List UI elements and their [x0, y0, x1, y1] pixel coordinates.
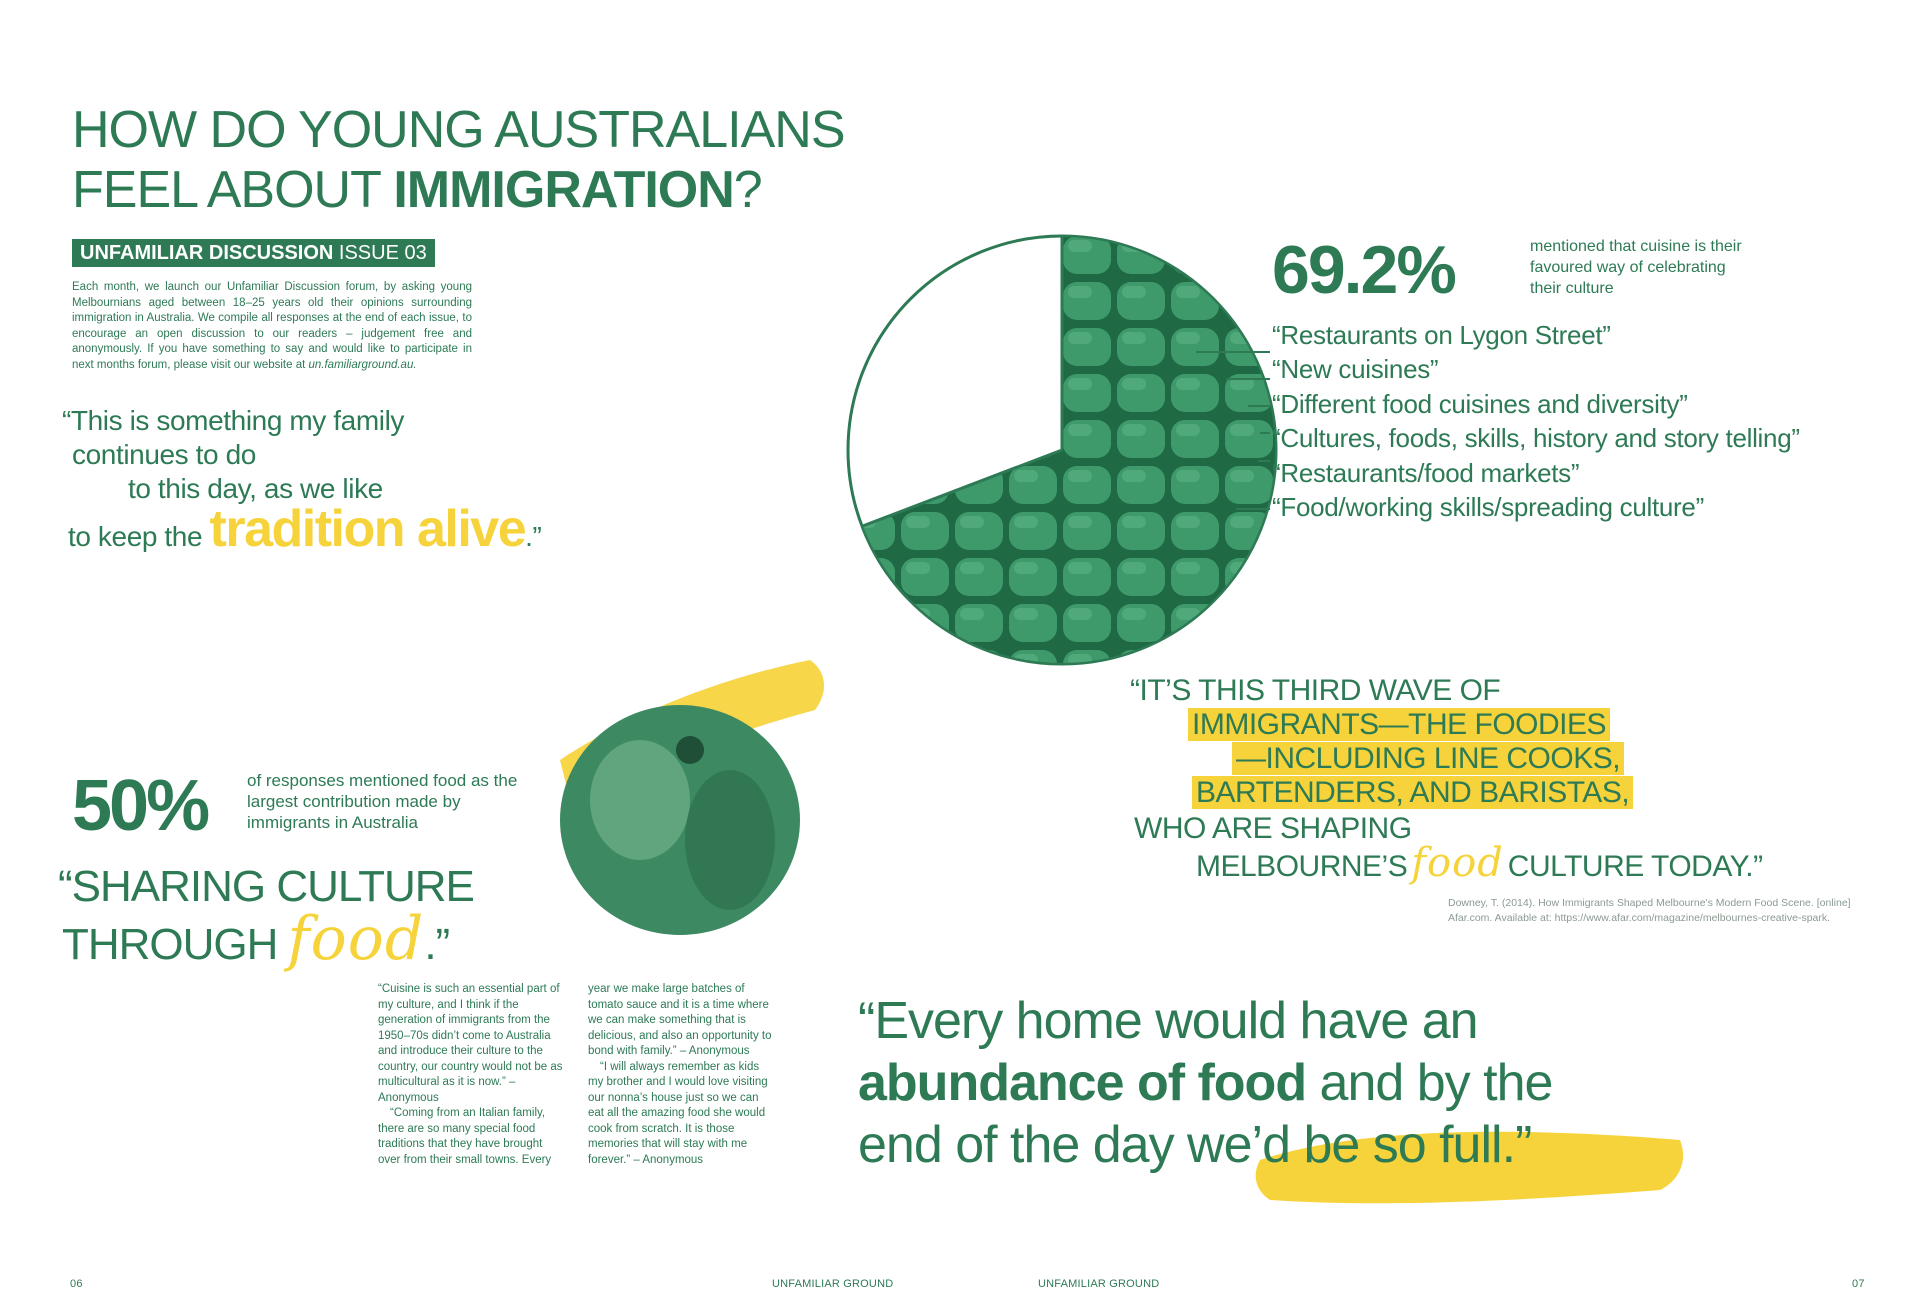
intro-paragraph: Each month, we launch our Unfamiliar Discussion forum, by asking young Melbournians aged between 18–25 years old their opinions surrounding immigration in Australia. We compile all responses at the end of each issue, to encourage an open discussion to our readers – judgement free and anonymously. If you have something to say and would like to participate in next months forum, please visit our website at un.familiarground.au.	[72, 281, 472, 371]
third-wave-line-4: BARTENDERS, AND BARISTAS,	[1192, 776, 1633, 810]
title-bold: IMMIGRATION	[393, 161, 734, 219]
leader-line	[1260, 432, 1270, 434]
testimonial-column-2: year we make large batches of tomato sauce and it is a time where we can make something that is delicious, and also an opportunity to bond with family.” – Anonymous “I will always remember as kids my brother and I would love visiting our nonna’s house just so we can eat all the amazing food she would cook from scratch. It is those memories that will stay with me forever.” – Anonymous	[588, 983, 772, 1166]
tradition-highlight: tradition alive	[209, 500, 526, 558]
sharing-line-1: “SHARING CULTURE	[58, 862, 474, 911]
citation: Downey, T. (2014). How Immigrants Shaped Melbourne's Modern Food Scene. [online] Afar.com. Available at: https://www.afar.com/magazine/melbournes-creative-spark.	[1448, 897, 1851, 924]
response-item: “Food/working skills/spreading culture”	[1272, 492, 1704, 522]
response-item: “Restaurants on Lygon Street”	[1272, 320, 1611, 350]
abundance-line-2: abundance of food and by the	[858, 1054, 1553, 1112]
leader-line	[1226, 378, 1270, 380]
tradition-quote-line-3: to this day, as we like	[128, 473, 383, 504]
publication-name-left: UNFAMILIAR GROUND	[772, 1278, 894, 1290]
response-item: “Cultures, foods, skills, history and story telling”	[1272, 423, 1800, 453]
abundance-line-3: end of the day we’d be so full.”	[858, 1116, 1532, 1174]
abundance-bold: abundance of food	[858, 1054, 1307, 1112]
page-title	[72, 100, 952, 220]
food-script: food	[1411, 840, 1504, 886]
tomato-image	[540, 640, 840, 980]
publication-name-right: UNFAMILIAR GROUND	[1038, 1278, 1160, 1290]
sharing-line-2: THROUGH food.”	[62, 904, 450, 974]
leader-line	[1236, 508, 1270, 510]
title-line-1: HOW DO YOUNG AUSTRALIANS	[72, 101, 845, 159]
tradition-quote-line-4: to keep the tradition alive.”	[68, 500, 542, 558]
abundance-quote	[858, 990, 1718, 1176]
cuisine-stat-value: 69.2%	[1272, 232, 1455, 308]
response-item: “New cuisines”	[1272, 354, 1439, 384]
website-link[interactable]: un.familiarground.au.	[308, 358, 417, 371]
third-wave-line-1: “IT’S THIS THIRD WAVE OF	[1130, 674, 1501, 707]
food-stat-value: 50%	[72, 766, 208, 846]
tradition-quote-line-2: continues to do	[72, 439, 256, 470]
tradition-quote-line-1: “This is something my family	[62, 405, 404, 436]
leader-line	[1196, 351, 1270, 353]
page-number-left: 06	[70, 1278, 83, 1290]
response-item: “Restaurants/food markets”	[1272, 458, 1580, 488]
leader-line	[1248, 405, 1270, 407]
cuisine-stat-text: mentioned that cuisine is their favoured way of celebrating their culture	[1530, 238, 1742, 297]
third-wave-line-6: MELBOURNE’S food CULTURE TODAY.”	[1196, 840, 1763, 886]
abundance-line-1: “Every home would have an	[858, 992, 1478, 1050]
testimonial-column-1: “Cuisine is such an essential part of my culture, and I think if the generation of immigrants from the 1950–70s didn’t come to Australia and introduce their culture to the country, our country would not be as multicultural as it is now.” – Anonymous “Coming from an Italian family, there are so many special food traditions that they have brought over from their small towns. Every	[378, 983, 563, 1166]
third-wave-line-2: IMMIGRANTS—THE FOODIES	[1188, 708, 1610, 742]
response-item: “Different food cuisines and diversity”	[1272, 389, 1688, 419]
food-stat-text: of responses mentioned food as the largest contribution made by immigrants in Australia	[247, 771, 518, 832]
title-line-2: FEEL ABOUT IMMIGRATION?	[72, 161, 762, 219]
cuisine-pie-chart	[844, 232, 1280, 668]
page-number-right: 07	[1852, 1278, 1865, 1290]
third-wave-line-5: WHO ARE SHAPING	[1134, 812, 1412, 845]
issue-banner: UNFAMILIAR DISCUSSION ISSUE 03	[72, 239, 435, 267]
leader-line	[1258, 460, 1270, 462]
third-wave-line-3: —INCLUDING LINE COOKS,	[1232, 742, 1624, 776]
food-script-large: food	[287, 904, 425, 974]
